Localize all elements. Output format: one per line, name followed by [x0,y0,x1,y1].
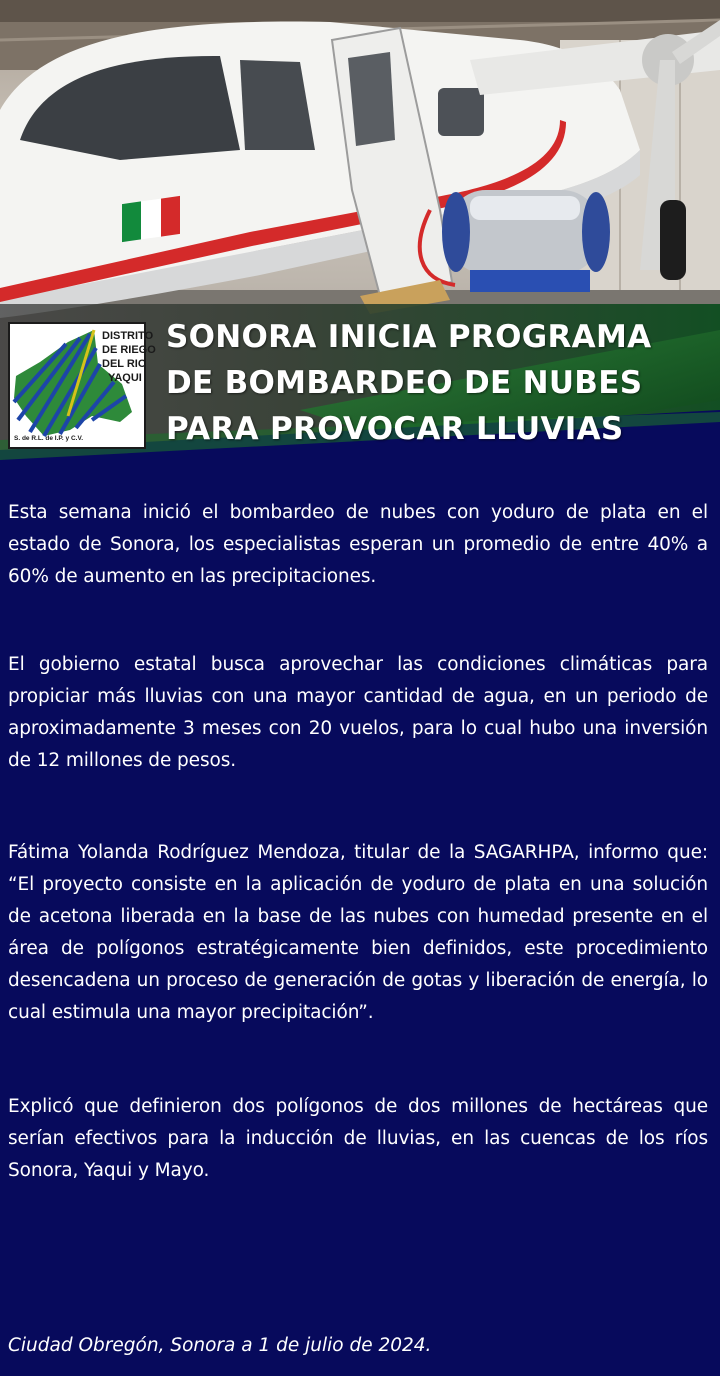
logo-text-line: YAQUI [108,372,142,384]
headline-line: SONORA INICIA PROGRAMA [166,319,652,355]
article-paragraph: El gobierno estatal busca aprovechar las condiciones climáticas para propiciar más lluvias con una mayor cantidad de agua, en un periodo de aproximadamente 3 meses con 20 vuelos, para lo cual hubo una inversión de 12 millones de pesos. [8,654,708,771]
article-paragraph: Fátima Yolanda Rodríguez Mendoza, titular de la SAGARHPA, informo que: “El proyecto consiste en la aplicación de yoduro de plata en una solución de acetona liberada en la base de las nubes con humedad presente en el área de polígonos estratégicamente bien definidos, este procedimiento desencadena un proceso de generación de gotas y liberación de energía, lo cual estimula una mayor precipitación”. [8,842,708,1023]
headline-line: PARA PROVOCAR LLUVIAS [166,411,624,447]
distrito-de-riego-logo [8,322,156,449]
yaqui-valley-map-icon [10,324,147,447]
logo-text-line: DEL RIO [102,358,147,370]
mexico-flag-icon [122,196,180,242]
headline-line: DE BOMBARDEO DE NUBES [166,365,643,401]
dateline: Ciudad Obregón, Sonora a 1 de julio de 2024. [8,1335,432,1356]
logo-footer-text: S. de R.L. de I.P. y C.V. [14,435,83,442]
headline [166,314,706,452]
logo-text-line: DE RIEGO [102,344,156,356]
article-paragraph: Esta semana inició el bombardeo de nubes con yoduro de plata en el estado de Sonora, los especialistas esperan un promedio de entre 40% a 60% de aumento en las precipitaciones. [8,502,708,587]
article-paragraph: Explicó que definieron dos polígonos de dos millones de hectáreas que serían efectivos para la inducción de lluvias, en las cuencas de los ríos Sonora, Yaqui y Mayo. [8,1096,708,1181]
logo-text-line: DISTRITO [102,330,154,342]
